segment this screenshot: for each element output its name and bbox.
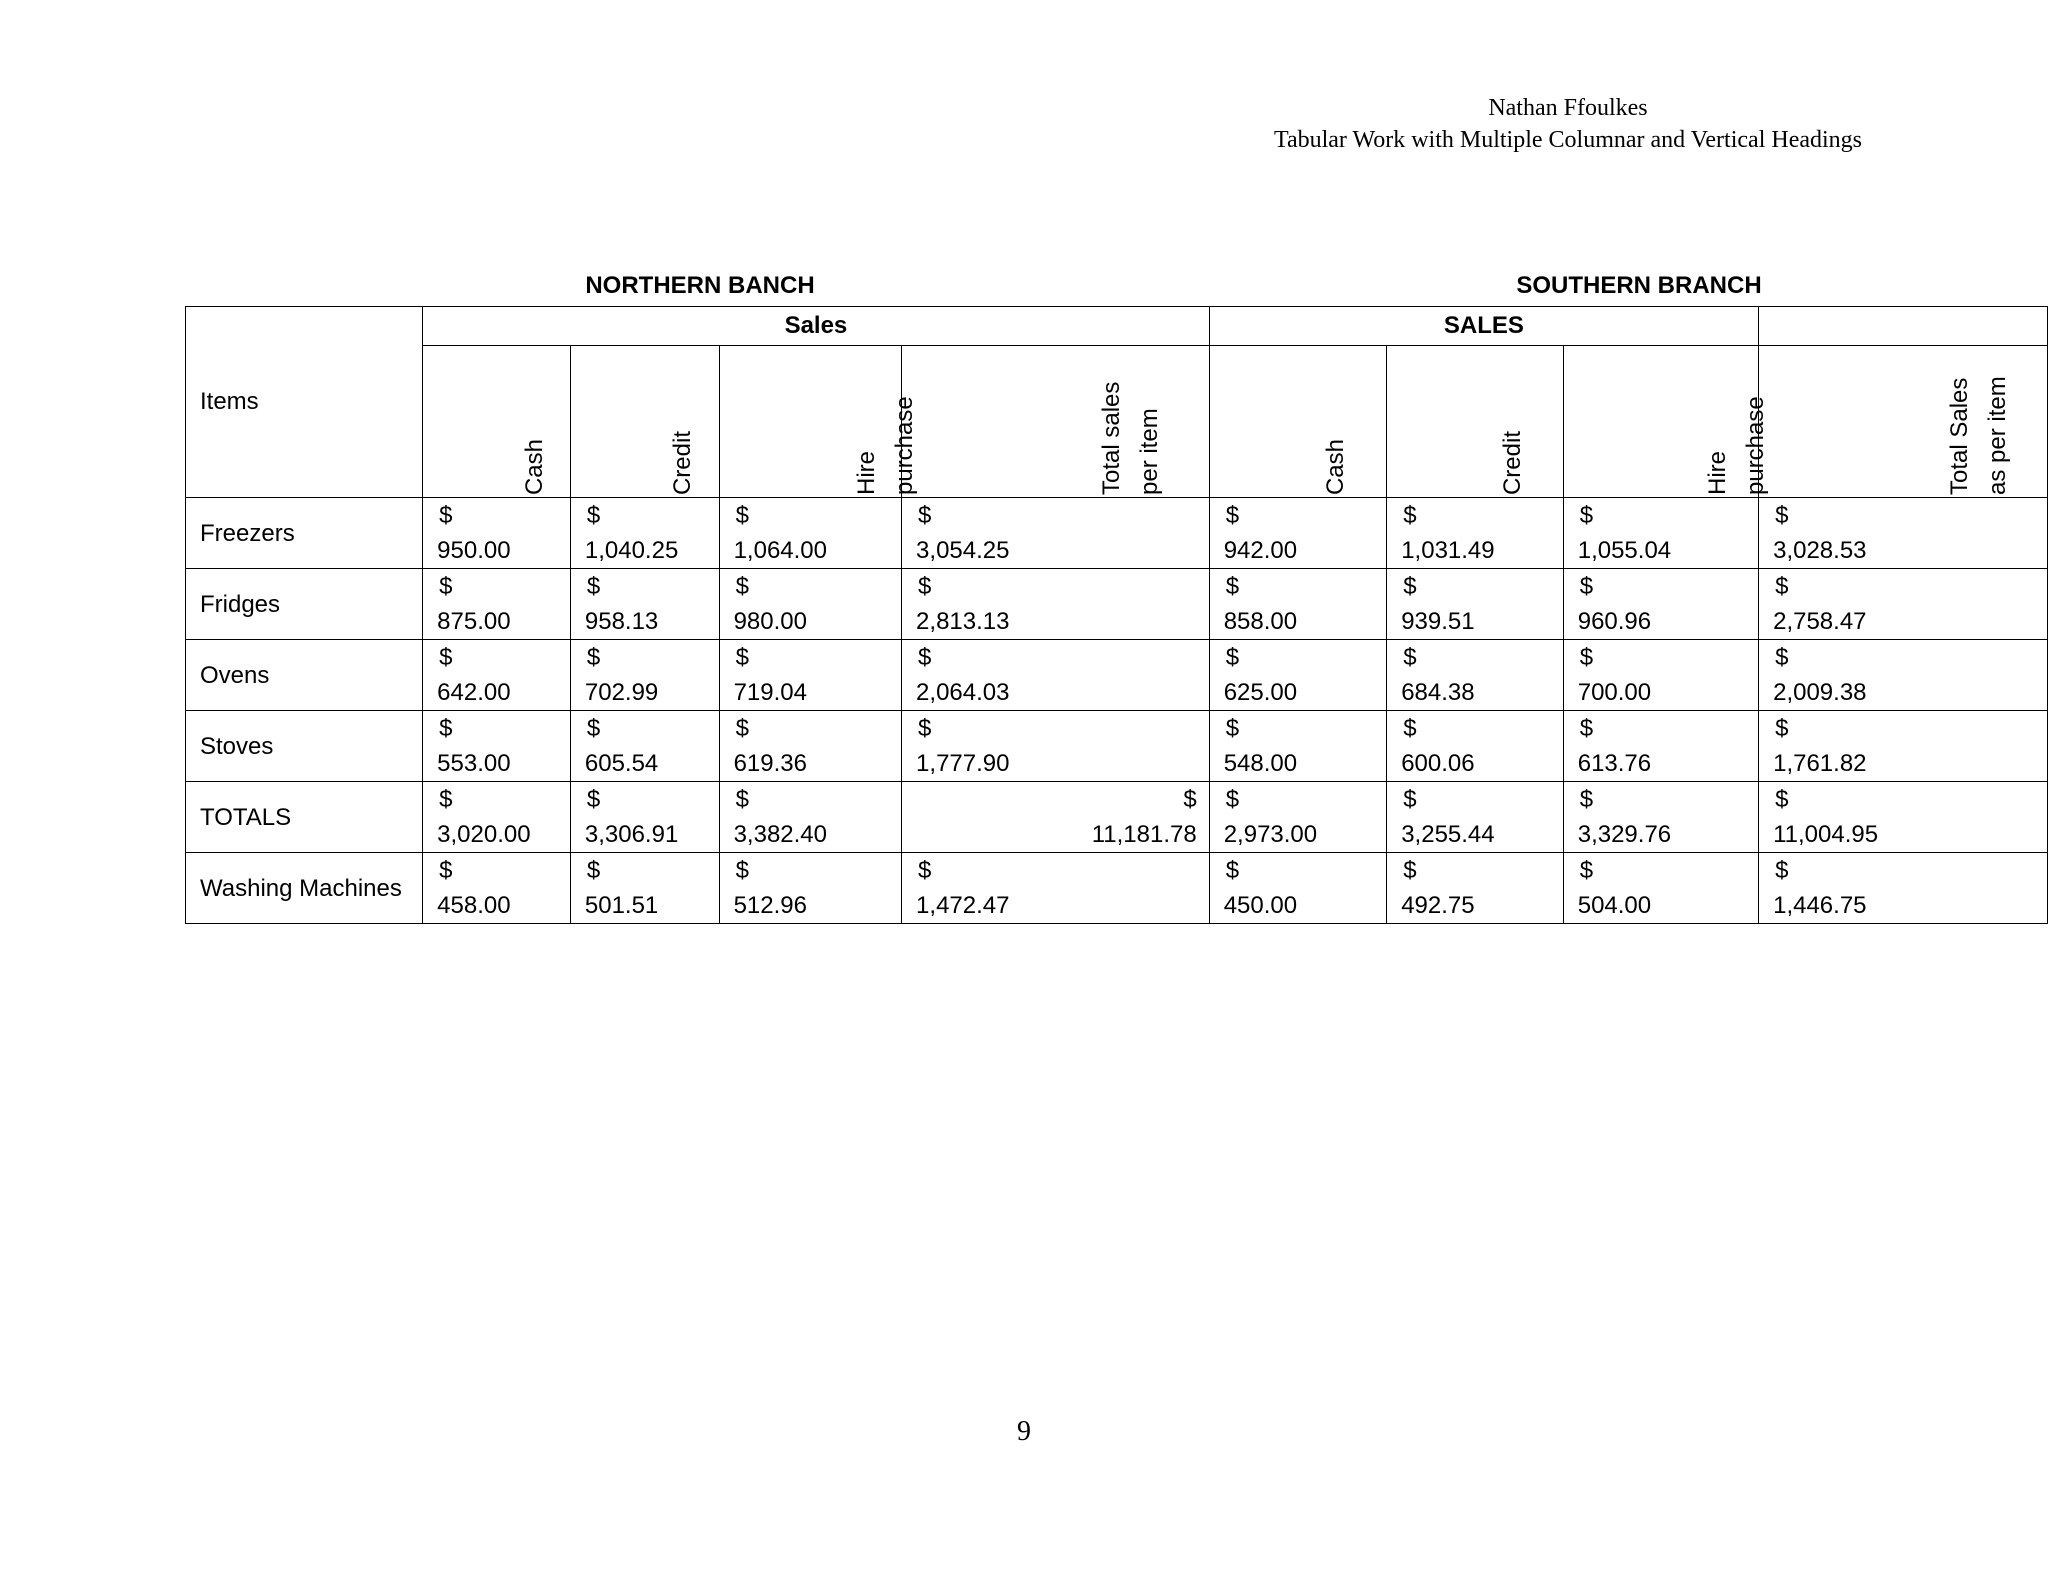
north-value-cell [719,498,901,569]
south-value: 504.00 [1577,892,1652,919]
north-value-cell [902,853,1210,924]
currency-symbol: $ [1403,644,1417,671]
currency-symbol: $ [735,644,749,671]
currency-symbol: $ [586,573,601,600]
north-value: 1,040.25 [584,537,679,564]
south-value-cell [1759,640,2048,711]
north-value-cell [719,569,901,640]
south-value-cell [1209,782,1387,853]
north-value-cell [570,640,719,711]
north-value-cell [423,853,571,924]
currency-symbol: $ [586,857,601,884]
south-value-cell [1563,640,1758,711]
north-value-cell [902,569,1210,640]
currency-symbol: $ [918,573,932,600]
north-value: 3,382.40 [733,821,827,848]
north-value: 702.99 [584,679,659,706]
north-value-cell [719,711,901,782]
currency-symbol: $ [586,644,601,671]
north-value: 1,472.47 [916,892,1010,919]
item-name: Fridges [186,569,423,640]
south-value-cell [1759,711,2048,782]
south-value: 11,004.95 [1773,821,1879,848]
currency-symbol: $ [1579,644,1594,671]
south-value-cell [1209,569,1387,640]
items-header: Items [186,307,423,498]
south-value: 492.75 [1401,892,1475,919]
table-row [186,853,2048,924]
south-value: 858.00 [1223,608,1298,635]
currency-symbol: $ [1775,786,1789,813]
north-value-cell [570,711,719,782]
currency-symbol: $ [439,786,453,813]
currency-symbol: $ [439,573,453,600]
south-value: 1,446.75 [1773,892,1867,919]
north-value: 2,064.03 [916,679,1010,706]
south-hire-label: Hire purchase [1703,396,1769,495]
north-value-cell [423,782,571,853]
south-value: 939.51 [1401,608,1475,635]
north-value-cell [570,782,719,853]
south-hire-header [1563,346,1769,498]
north-value: 642.00 [437,679,511,706]
north-value: 1,777.90 [916,750,1010,777]
currency-symbol: $ [735,502,749,529]
currency-symbol: $ [735,573,749,600]
currency-symbol: $ [1183,786,1197,813]
north-value: 458.00 [437,892,511,919]
south-value: 2,758.47 [1773,608,1867,635]
north-cash-header [423,346,571,498]
table-row [186,640,2048,711]
item-name: Washing Machines [186,853,423,924]
south-value-cell [1387,782,1564,853]
south-value-cell [1759,782,2048,853]
north-value: 553.00 [437,750,511,777]
northern-sales-header: Sales [423,307,1210,346]
south-cash-header [1209,346,1387,498]
currency-symbol: $ [1225,573,1240,600]
south-value: 700.00 [1577,679,1652,706]
south-value-cell [1563,711,1758,782]
currency-symbol: $ [1579,857,1594,884]
table-row [186,569,2048,640]
south-value-cell [1563,853,1758,924]
south-value-cell [1209,640,1387,711]
north-value: 719.04 [733,679,807,706]
currency-symbol: $ [586,502,601,529]
south-value: 625.00 [1223,679,1298,706]
currency-symbol: $ [1225,857,1240,884]
item-name: Freezers [186,498,423,569]
table-row [186,711,2048,782]
south-value: 2,973.00 [1223,821,1318,848]
south-value: 1,055.04 [1577,537,1672,564]
north-value: 619.36 [733,750,807,777]
south-value: 600.06 [1401,750,1475,777]
north-hire-header [719,346,919,498]
south-value: 3,329.76 [1577,821,1672,848]
currency-symbol: $ [1403,715,1417,742]
southern-branch-title: SOUTHERN BRANCH [1516,272,1762,299]
north-value: 605.54 [584,750,659,777]
currency-symbol: $ [1225,715,1240,742]
north-value: 3,020.00 [437,821,531,848]
south-credit-label: Credit [1498,430,1526,495]
south-total-label: Total Sales as per item [1946,376,2012,495]
south-credit-header [1387,346,1564,498]
currency-symbol: $ [1579,715,1594,742]
currency-symbol: $ [1775,502,1789,529]
south-value-cell [1387,711,1564,782]
currency-symbol: $ [1403,573,1417,600]
south-value-cell [1387,640,1564,711]
south-total-header [1759,346,2048,498]
north-value: 11,181.78 [1091,821,1197,848]
south-value-cell [1759,569,2048,640]
author-name: Nathan Ffoulkes [1488,95,1648,121]
currency-symbol: $ [918,644,932,671]
south-value: 2,009.38 [1773,679,1867,706]
currency-symbol: $ [1225,502,1240,529]
currency-symbol: $ [439,502,453,529]
north-cash-label: Cash [520,438,548,495]
south-value-cell [1209,498,1387,569]
table-row [186,498,2048,569]
north-value-cell [423,711,571,782]
north-value: 1,064.00 [733,537,827,564]
currency-symbol: $ [1775,644,1789,671]
currency-symbol: $ [1579,786,1594,813]
south-value: 1,761.82 [1773,750,1867,777]
currency-symbol: $ [918,857,932,884]
southern-sales-header: SALES [1209,307,1758,346]
currency-symbol: $ [735,857,749,884]
currency-symbol: $ [586,786,601,813]
north-total-header [902,346,1210,498]
currency-symbol: $ [1403,502,1417,529]
north-value: 512.96 [733,892,807,919]
south-value-cell [1387,853,1564,924]
south-value-cell [1209,711,1387,782]
currency-symbol: $ [1579,502,1594,529]
south-value-cell [1209,853,1387,924]
north-value-cell [719,853,901,924]
north-value: 950.00 [437,537,511,564]
currency-symbol: $ [1775,857,1789,884]
north-value: 980.00 [733,608,807,635]
currency-symbol: $ [918,715,932,742]
north-value: 501.51 [584,892,659,919]
south-value: 548.00 [1223,750,1298,777]
item-name: Stoves [186,711,423,782]
south-value-cell [1759,853,2048,924]
south-value: 613.76 [1577,750,1652,777]
north-value-cell [719,782,901,853]
table-row [186,782,2048,853]
south-value: 3,028.53 [1773,537,1867,564]
south-value: 3,255.44 [1401,821,1495,848]
north-value: 3,306.91 [584,821,679,848]
item-name: Ovens [186,640,423,711]
south-value-cell [1563,569,1758,640]
south-cash-label: Cash [1321,438,1349,495]
north-value-cell [902,640,1210,711]
currency-symbol: $ [1579,573,1594,600]
north-value-cell [423,640,571,711]
north-value-cell [902,782,1210,853]
north-value-cell [423,498,571,569]
south-value-cell [1387,569,1564,640]
south-value: 960.96 [1577,608,1652,635]
sales-table [185,306,2048,924]
south-value: 450.00 [1223,892,1298,919]
southern-blank-header [1759,307,2048,346]
south-value-cell [1759,498,2048,569]
currency-symbol: $ [439,715,453,742]
currency-symbol: $ [1403,786,1417,813]
north-value: 875.00 [437,608,511,635]
south-value: 942.00 [1223,537,1298,564]
north-value: 3,054.25 [916,537,1010,564]
currency-symbol: $ [1775,573,1789,600]
north-value-cell [902,711,1210,782]
north-value-cell [570,853,719,924]
north-credit-label: Credit [668,430,696,495]
south-value: 1,031.49 [1401,537,1495,564]
south-value: 684.38 [1401,679,1475,706]
north-value-cell [570,569,719,640]
north-value-cell [570,498,719,569]
north-hire-label: Hire purchase [853,396,919,495]
south-value-cell [1563,498,1758,569]
currency-symbol: $ [735,786,749,813]
currency-symbol: $ [1775,715,1789,742]
currency-symbol: $ [439,644,453,671]
north-value: 958.13 [584,608,659,635]
north-value-cell [719,640,901,711]
north-value-cell [902,498,1210,569]
north-value: 2,813.13 [916,608,1010,635]
south-value-cell [1387,498,1564,569]
item-name: TOTALS [186,782,423,853]
currency-symbol: $ [1225,786,1240,813]
north-credit-header [570,346,719,498]
northern-branch-title: NORTHERN BANCH [585,272,815,299]
page-number: 9 [1017,1416,1031,1447]
currency-symbol: $ [586,715,601,742]
document-subtitle: Tabular Work with Multiple Columnar and Vertical Headings [1273,127,1862,153]
currency-symbol: $ [1403,857,1417,884]
north-value-cell [423,569,571,640]
currency-symbol: $ [1225,644,1240,671]
page-header [1274,92,1862,156]
currency-symbol: $ [918,502,932,529]
south-value-cell [1563,782,1758,853]
currency-symbol: $ [439,857,453,884]
north-total-label: Total sales per item [1098,381,1164,495]
currency-symbol: $ [735,715,749,742]
